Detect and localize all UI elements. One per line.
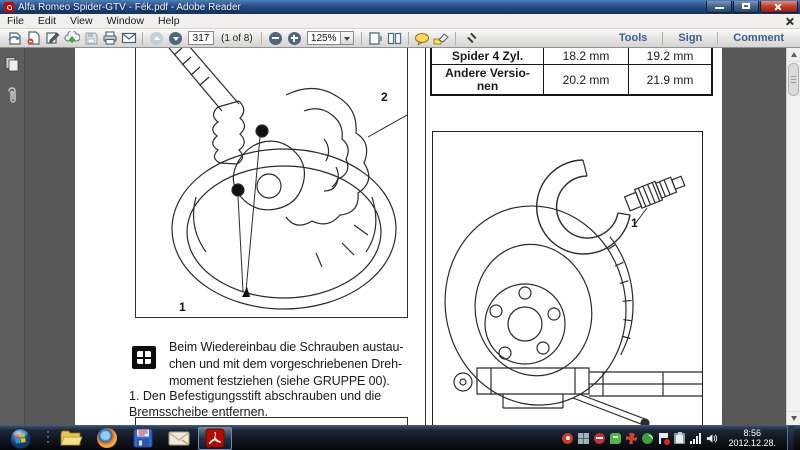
minimize-button[interactable] (706, 1, 732, 13)
tools-panel-button[interactable]: Tools (618, 32, 648, 44)
open-file-icon (7, 31, 22, 45)
taskbar-mail-app[interactable] (162, 427, 196, 450)
scrolling-mode-button[interactable] (366, 30, 385, 47)
save-icon (84, 31, 98, 45)
tray-messenger-icon[interactable] (610, 433, 621, 444)
page-number-input[interactable] (188, 31, 214, 45)
save-button[interactable] (81, 30, 100, 47)
next-page-button[interactable] (166, 30, 185, 47)
cloud-upload-button[interactable] (62, 30, 81, 47)
show-desktop-button[interactable] (787, 426, 794, 450)
menu-help[interactable]: Help (157, 14, 180, 27)
zoom-level-select[interactable] (307, 31, 354, 45)
note-symbol-icon (132, 346, 156, 369)
tray-clipboard-icon[interactable] (674, 433, 685, 444)
page-view-icon (387, 32, 402, 45)
toolbar (0, 29, 800, 48)
figure-disc-micrometer (432, 131, 703, 425)
floppy-disk-icon (133, 428, 153, 448)
taskbar-adobe-reader[interactable] (198, 427, 232, 450)
clock-date: 2012.12.28. (728, 438, 776, 448)
callout-1-left: 1 (179, 300, 186, 314)
window-title: Alfa Romeo Spider-GTV - Fék.pdf - Adobe Reader (18, 1, 241, 13)
sticky-note-button[interactable] (413, 30, 432, 47)
tray-app-icon-red[interactable] (562, 433, 573, 444)
taskbar-windows-explorer[interactable] (54, 427, 88, 450)
tray-app-icon-grid[interactable] (578, 433, 589, 444)
fill-sign-icon (45, 31, 60, 45)
scrolling-mode-icon (368, 32, 383, 45)
adobe-reader-taskbar-icon (205, 428, 225, 448)
volume-speaker-icon[interactable] (706, 433, 717, 444)
menu-edit[interactable]: Edit (37, 14, 57, 27)
adobe-reader-icon (4, 2, 14, 12)
note-text: Beim Wiedereinbau die Schrauben austau- chen und mit dem vorgeschriebenen Dreh- moment festziehen (siehe GRUPPE 00). (169, 340, 404, 388)
table-row: Spider 4 Zyl. 18.2 mm 19.2 mm (432, 48, 711, 64)
taskbar-firefox[interactable] (90, 427, 124, 450)
note-block (132, 339, 428, 390)
windows-start-icon (10, 428, 31, 449)
tray-antivirus-icon[interactable] (626, 433, 637, 444)
system-tray (562, 426, 800, 450)
toolbar-expand-icon[interactable] (466, 32, 478, 44)
cloud-upload-icon (64, 31, 80, 45)
menu-view[interactable]: View (70, 14, 93, 27)
scroll-down-arrow-icon[interactable] (787, 411, 800, 425)
network-signal-icon[interactable] (690, 433, 701, 444)
email-icon (121, 32, 137, 44)
table-row: Andere Versio- nen 20.2 mm 21.9 mm (432, 64, 711, 94)
page-view-button[interactable] (385, 30, 404, 47)
figure-caliper-assembly (135, 48, 408, 318)
attachments-paperclip-icon[interactable] (5, 86, 19, 106)
next-figure-partial (135, 417, 408, 425)
tray-app-icon-disc[interactable] (594, 433, 605, 444)
create-pdf-icon (26, 31, 41, 45)
comment-panel-button[interactable]: Comment (733, 32, 784, 44)
print-icon (102, 31, 118, 45)
create-pdf-button[interactable] (24, 30, 43, 47)
zoom-level-value: 125% (310, 33, 337, 44)
document-area (0, 48, 800, 425)
close-button[interactable] (760, 1, 798, 13)
firefox-icon (97, 428, 117, 448)
zoom-dropdown-arrow-icon[interactable] (340, 32, 353, 44)
page-thumbnails-icon[interactable] (4, 56, 20, 72)
step-text: 1. Den Befestigungsstift abschrauben und die Bremsscheibe entfernen. (129, 389, 382, 419)
menu-bar (0, 14, 800, 29)
title-bar (0, 0, 800, 14)
scroll-up-arrow-icon[interactable] (787, 48, 800, 62)
start-button[interactable] (0, 426, 40, 450)
zoom-in-button[interactable] (285, 30, 304, 47)
taskbar-clock[interactable] (722, 428, 782, 448)
document-close-icon[interactable] (785, 17, 794, 26)
action-center-flag-icon[interactable] (658, 433, 669, 444)
taskbar-grip (46, 429, 52, 447)
column-divider (425, 48, 426, 425)
tray-phone-icon[interactable] (642, 433, 653, 444)
vertical-scrollbar[interactable] (786, 48, 800, 425)
explorer-folder-icon (59, 429, 83, 448)
highlight-text-button[interactable] (432, 30, 451, 47)
sticky-note-icon (414, 32, 430, 45)
highlight-text-icon (433, 32, 449, 45)
taskbar-floppy-app[interactable] (126, 427, 160, 450)
sign-panel-button[interactable]: Sign (678, 32, 703, 44)
email-button[interactable] (119, 30, 138, 47)
callout-2: 2 (381, 90, 388, 104)
scrollbar-thumb[interactable] (788, 63, 799, 96)
menu-window[interactable]: Window (106, 14, 144, 27)
clock-time: 8:56 (743, 428, 761, 438)
zoom-out-button[interactable] (266, 30, 285, 47)
print-button[interactable] (100, 30, 119, 47)
previous-page-button[interactable] (147, 30, 166, 47)
maximize-button[interactable] (733, 1, 759, 13)
navigation-sidebar (0, 48, 25, 425)
spec-table (430, 48, 713, 96)
fill-sign-button[interactable] (43, 30, 62, 47)
page-count-label: (1 of 8) (221, 32, 253, 44)
callout-1-right: 1 (631, 216, 638, 230)
mail-envelope-icon (168, 430, 190, 447)
open-file-button[interactable] (5, 30, 24, 47)
pdf-page (75, 48, 722, 425)
windows-taskbar (0, 425, 800, 450)
menu-file[interactable]: File (7, 14, 24, 27)
